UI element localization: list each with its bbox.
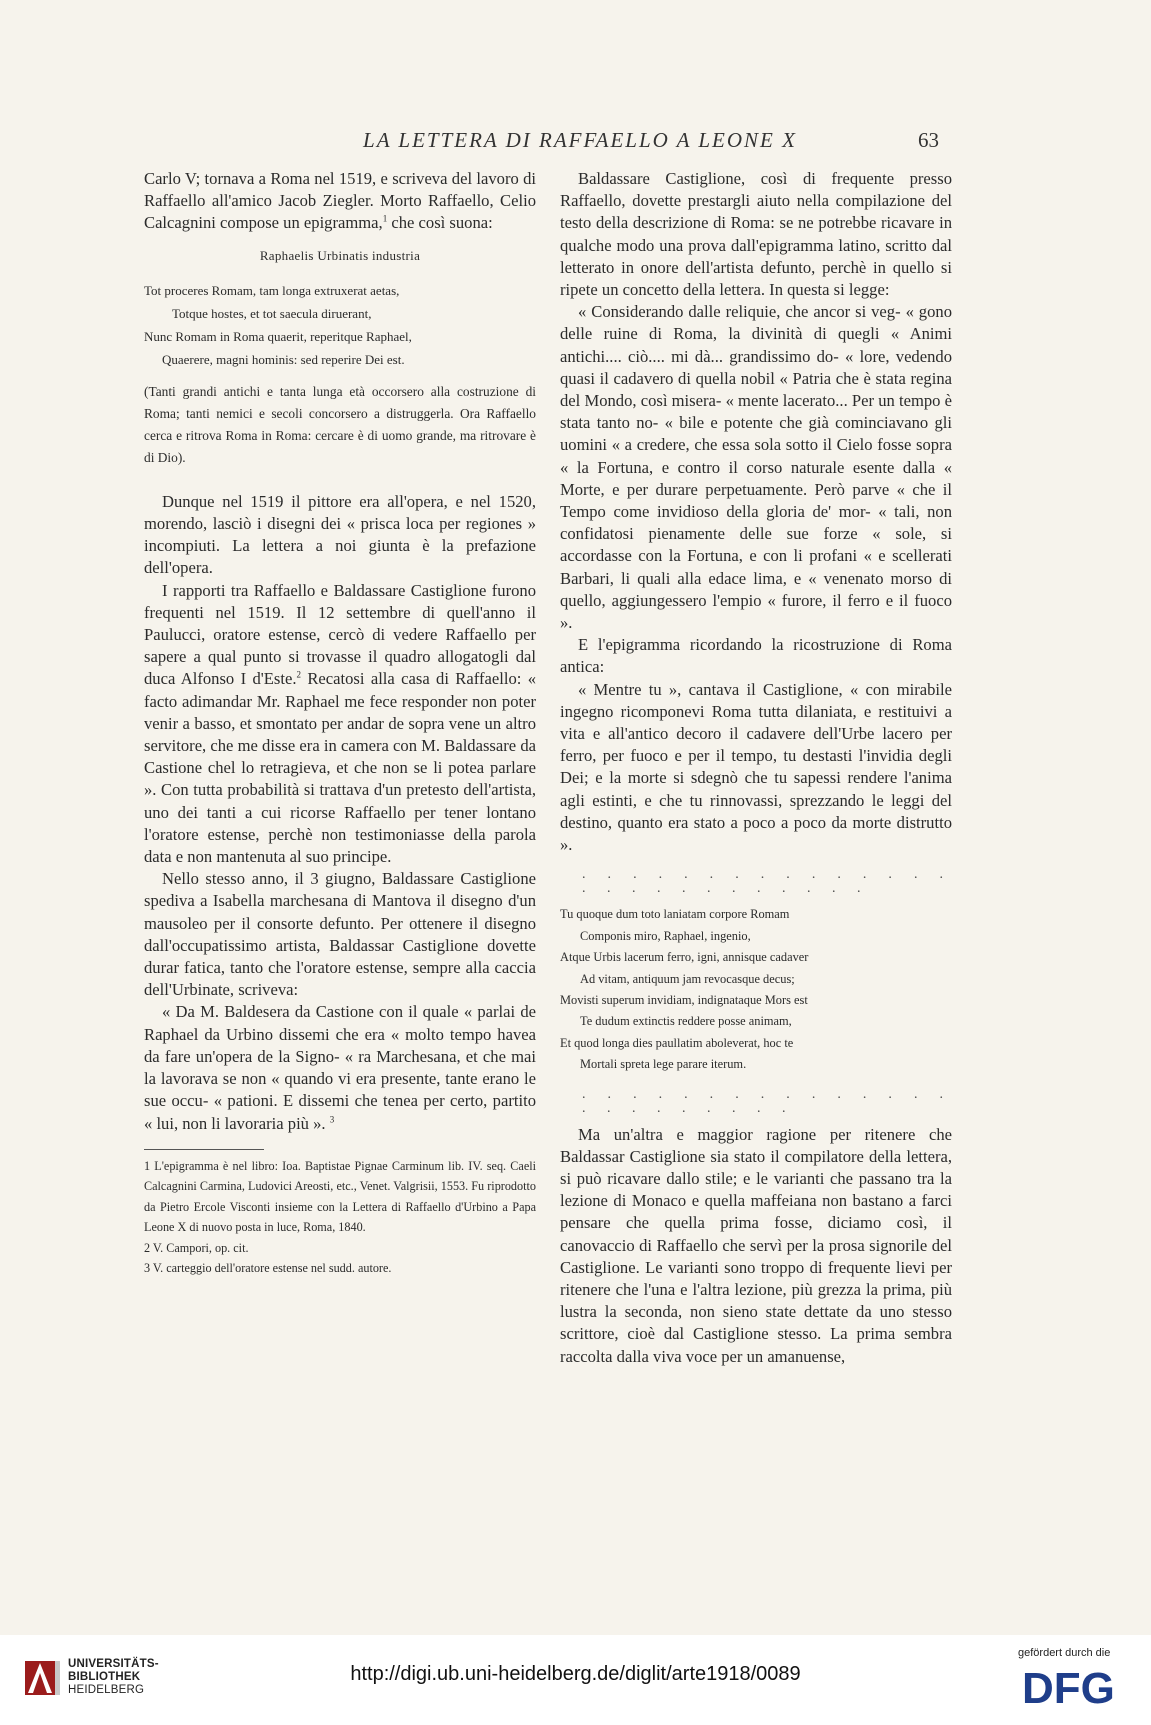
quote-mentre-tu: « Mentre tu », cantava il Castiglione, « con mirabile ingegno ricomponevi Roma tutta dilaniata, e restituivi a vita e all'antico decoro il cadavere dell'Urbe lacero per ferro, per fuoco e per il tempo, tu destasti l'invidia degli Dei; e la morte si sdegnò che tu sapessi rendere l'anima agli estinti, e che tu rinnovassi, sprezzando le leggi del destino, quanto era stato a poco a poco da morte distrutto ». bbox=[560, 679, 952, 855]
left-column bbox=[144, 168, 536, 1279]
paragraph-epigramma: E l'epigramma ricordando la ricostruzione di Roma antica: bbox=[560, 635, 952, 677]
latin-verse-line: Atque Urbis lacerum ferro, igni, annisque cadaver bbox=[560, 950, 809, 965]
running-title: LA LETTERA DI RAFFAELLO A LEONE X bbox=[363, 128, 797, 152]
latin-verse-line: Componis miro, Raphael, ingenio, bbox=[580, 928, 751, 943]
page-number: 63 bbox=[918, 128, 939, 152]
permalink-url[interactable]: http://digi.ub.uni-heidelberg.de/diglit/arte1918/0089 bbox=[350, 1663, 801, 1685]
verse-line: Quaerere, magni hominis: sed reperire Dei est. bbox=[162, 351, 405, 367]
ellipsis-dots: . . . . . . . . . . . . . . . . . . . . . . . . . . . bbox=[582, 867, 952, 897]
footnote-ref-1[interactable]: 1 bbox=[382, 213, 388, 224]
footnote-3: 3 V. carteggio dell'oratore estense nel sudd. autore. bbox=[144, 1261, 392, 1276]
quote-considerando: « Considerando dalle reliquie, che ancor si veg- « gono delle ruine di Roma, la divinità di quegli « Animi antichi.... ciò.... mi dà... grandissimo do- « lore, vedendo quasi il cadavero di quella nobil « Patria che è stata regina del Mondo, così misera- « mente lacerato... Per un tempo è stata tanto no- « bile e potente che già cominciavano gli uomini « a credere, che essa sola sotto il Cielo fosse sopra « la Fortuna, e contro il corso naturale esente dalla « Morte, e per durare perpetuamente. Però parve « che il Tempo come invidioso della gloria de' mor- « tali, non confidatosi pienamente delle sue forze « sole, si accordasse con la Fortuna, e con li profani « e scellerati Barbari, li quali alla edace lima, e « venenato morso di quello, aggiungessero l'empio « furore, il ferro e il fuoco ». bbox=[560, 302, 952, 633]
paragraph-ma-un-altra: Ma un'altra e maggior ragione per ritenere che Baldassar Castiglione sia stato il compilatore della lettera, si può ricavare dallo stile; e le varianti che passano tra la lezione di Monaco e quella maffeiana non bastano a farci pensare che quella prima fosse, diciamo così, il canovaccio di Raffaello che servì per la prosa signorile del Castiglione. Le varianti sono troppo di frequente lievi per ritenere che l'una e l'altra lezione, più grezza la prima, più lustra la seconda, non sieno state dettate da uno stesso scrittore, cioè dal Castiglione stesso. La prima sembra raccolta dalla viva voce per un amanuense, bbox=[560, 1124, 952, 1366]
paragraph-baldassare: Baldassare Castiglione, così di frequente presso Raffaello, dovette prestargli aiuto nella compilazione del testo della descrizione di Roma: se ne potrebbe ricavare in qualche modo una prova dall'epigramma latino, scritto dal letterato in onore dell'artista defunto, perchè in quello si ripete un concetto della lettera. In questa si legge: bbox=[560, 169, 952, 300]
library-name[interactable]: UNIVERSITÄTS- BIBLIOTHEK HEIDELBERG bbox=[68, 1658, 159, 1696]
paragraph-dunque: Dunque nel 1519 il pittore era all'opera, e nel 1520, morendo, lasciò i disegni dei « prisca loca per regiones » incompiuti. La lettera a noi giunta è la prefazione dell'opera. bbox=[144, 491, 536, 578]
latin-verse-line: Mortali spreta lege parare iterum. bbox=[580, 1057, 747, 1072]
footnote-1: 1 L'epigramma è nel libro: Ioa. Baptistae Pignae Carminum lib. IV. seq. Caeli Calcagnini Carmina, Ludovici Areosti, etc., Venet. Valgrisii, 1553. Fu riprodotto da Pietro Ercole Visconti insieme con la Lettera di Raffaello d'Urbino a Papa Leone X di nuovo posta in luce, Roma, 1840. bbox=[144, 1158, 536, 1235]
verse-translation: (Tanti grandi antichi e tanta lunga età occorsero alla costruzione di Roma; tanti nemici e secoli concorsero a distruggerla. Ora Raffaello cerca e ritrova Roma in Roma: cercare è di uomo grande, ma ritrovare è di Dio). bbox=[144, 383, 536, 465]
verse-line: Tot proceres Romam, tam longa extruxerat aetas, bbox=[144, 282, 400, 298]
verse-line: Totque hostes, et tot saecula diruerant, bbox=[172, 305, 372, 321]
footnote-2: 2 V. Campori, op. cit. bbox=[144, 1240, 249, 1255]
sponsor-label: gefördert durch die bbox=[1018, 1647, 1111, 1659]
verse-title: Raphaelis Urbinatis industria bbox=[259, 247, 421, 263]
paragraph-nello-stesso: Nello stesso anno, il 3 giugno, Baldassare Castiglione spediva a Isabella marchesana di Mantova il disegno d'un mausoleo per il consorte defunto. Per ottenere il disegno dall'occupatissimo artista, Baldassar Castiglione dovette durar fatica, tanto che l'oratore estense, sempre alla caccia dell'Urbinate, scriveva: bbox=[144, 869, 536, 1000]
dfg-logo-icon[interactable] bbox=[1022, 1663, 1132, 1707]
quote-baldesera: « Da M. Baldesera da Castione con il quale « parlai de Raphael da Urbino dissemi che era « molto tempo havea da fare un'opera de la Signo- « ra Marchesana, et che mai la lavorava se non « quando vi era presente, tante erano le sue occu- « pationi. E dissemi che tenea per certo, partito « lui, non li lavoraria più ». $^3$ bbox=[144, 1002, 536, 1133]
footnote-rule bbox=[144, 1149, 264, 1150]
verse-line: Nunc Romam in Roma quaerit, reperitque Raphael, bbox=[144, 328, 412, 344]
ellipsis-dots: . . . . . . . . . . . . . . . . . . . . . . . . bbox=[582, 1086, 952, 1116]
latin-verse-line: Et quod longa dies paullatim aboleverat, hoc te bbox=[560, 1035, 794, 1050]
footnote-ref-3[interactable]: 3 bbox=[329, 1113, 335, 1124]
footnote-ref-2[interactable]: 2 bbox=[296, 669, 301, 680]
latin-verse-line: Movisti superum invidiam, indignataque Mors est bbox=[560, 992, 808, 1007]
viewer-footer bbox=[0, 1635, 1151, 1725]
right-column bbox=[560, 168, 952, 1368]
latin-verse-line: Ad vitam, antiquum jam revocasque decus; bbox=[580, 971, 795, 986]
paragraph-carlo: Carlo V; tornava a Roma nel 1519, e scriveva del lavoro di Raffaello all'amico Jacob Ziegler. Morto Raffaello, Celio Calcagnini compose un epigramma,$^1$ che così suona: bbox=[144, 169, 536, 233]
latin-verse-line: Te dudum extinctis reddere posse animam, bbox=[580, 1014, 792, 1029]
latin-verse-line: Tu quoque dum toto laniatam corpore Romam bbox=[560, 907, 790, 922]
paragraph-rapporti: I rapporti tra Raffaello e Baldassare Castiglione furono frequenti nel 1519. Il 12 settembre di quell'anno il Paulucci, oratore estense, cercò di vedere Raffaello per sapere a qual punto si trovasse il quadro allogatogli dal duca Alfonso I d'Este.$^2$ Recatosi alla casa di Raffaello: « facto adimandar Mr. Raphael me fece responder non poter venir a basso, et smontato per andar de sopra vene un altro servitore, che me disse era in camera con M. Baldassare da Castione chel lo retragieva, et che non se li potea parlare ». Con tutta probabilità si trattava d'un pretesto dell'artista, uno dei tanti a cui ricorse Raffaello per tener lontano l'oratore estense, perchè non testimoniasse della parola data e non mantenuta al suo principe. bbox=[144, 580, 537, 867]
dfg-logo-text: DFG bbox=[1022, 1664, 1115, 1707]
